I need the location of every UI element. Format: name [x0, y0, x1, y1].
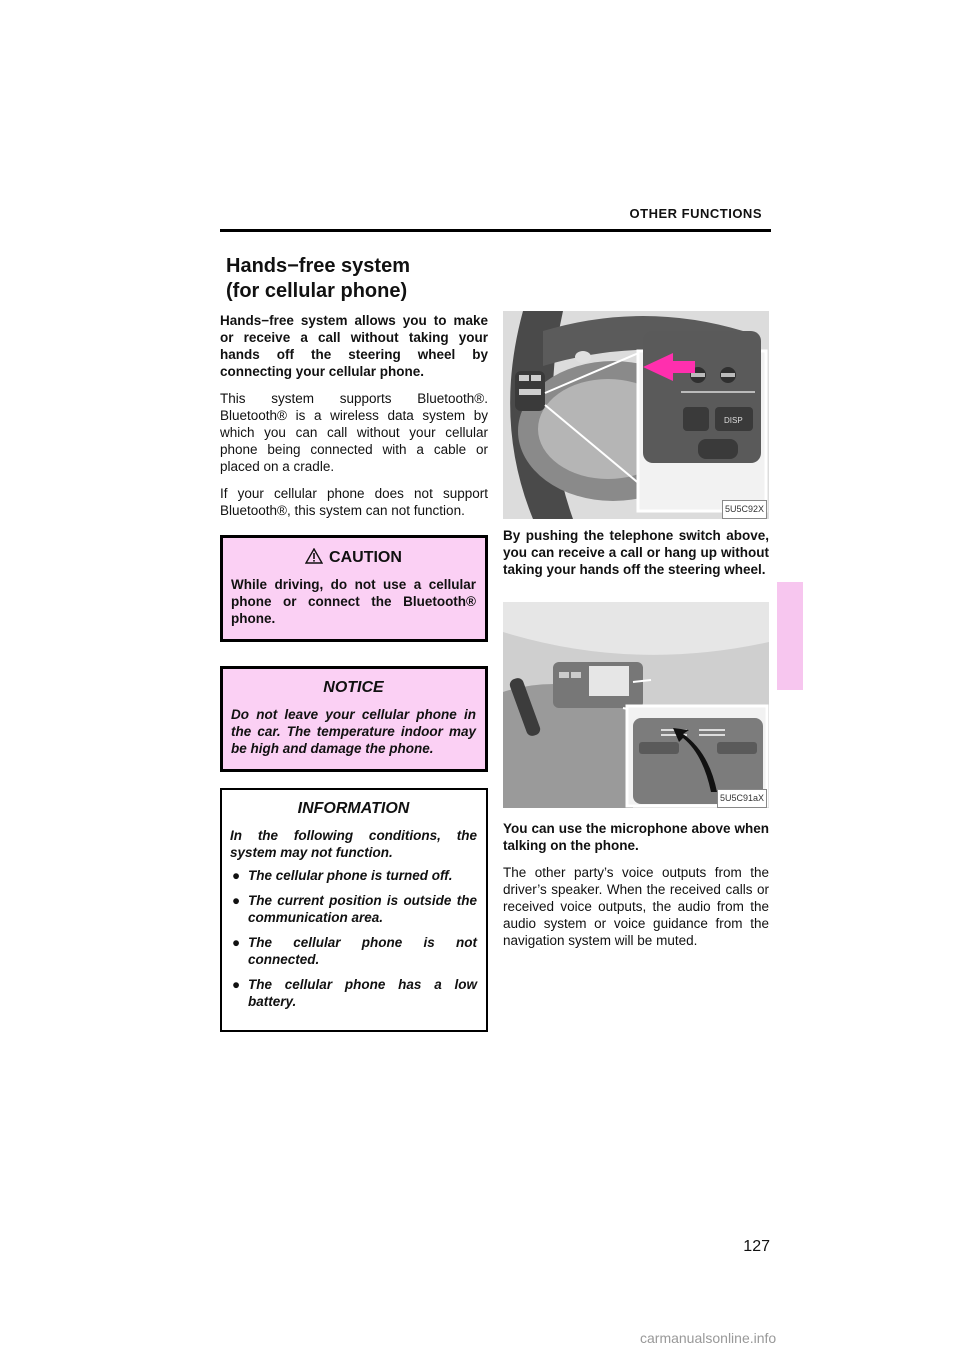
bullet-icon: ● [232, 868, 241, 883]
unsupported-paragraph: If your cellular phone does not support Bluetooth®, this system can not function. [220, 486, 488, 518]
information-title: INFORMATION [297, 800, 410, 817]
steering-wheel-illustration [503, 311, 769, 519]
notice-title: NOTICE [323, 679, 384, 696]
figure2-caption-block [503, 820, 769, 959]
page-title-line1: Hands−free system [226, 255, 410, 277]
microphone-figure-wrapper [503, 602, 769, 808]
voice-output-paragraph: The other party’s voice outputs from the driver’s speaker. When the received calls or received voice outputs, the audio from the audio system or voice guidance from the navigation system will be muted. [503, 865, 769, 948]
bluetooth-paragraph: This system supports Bluetooth®. Bluetooth® is a wireless data system by which you can call without your cellular phone being connected with a cable or placed on a cradle. [220, 391, 488, 474]
microphone-illustration [503, 602, 769, 808]
list-item: ● The cellular phone is not connected. [232, 935, 477, 967]
caution-title [231, 548, 476, 566]
header-rule [220, 229, 771, 232]
page-number: 127 [743, 1238, 770, 1255]
information-body [230, 827, 477, 1010]
bullet-icon: ● [232, 977, 241, 992]
information-list [230, 867, 477, 1010]
steering-wheel-figure [503, 311, 769, 519]
figure2-caption: You can use the microphone above when talking on the phone. [503, 821, 769, 853]
watermark: carmanualsonline.info [640, 1330, 777, 1346]
section-header: OTHER FUNCTIONS [629, 206, 762, 221]
page-title [226, 254, 410, 304]
caution-body: While driving, do not use a cellular phone or connect the Bluetooth® phone. [231, 577, 476, 626]
figure-code: 5U5C92X [722, 500, 767, 519]
information-box [220, 788, 488, 1032]
list-item: ● The cellular phone has a low battery. [232, 977, 477, 1009]
caution-box [220, 535, 488, 642]
disp-button-label: DISP [724, 416, 743, 425]
warning-icon [305, 548, 323, 564]
left-column [220, 312, 488, 1032]
microphone-figure [503, 602, 769, 808]
chapter-tab [777, 582, 803, 690]
information-intro: In the following conditions, the system may not function. [230, 828, 477, 860]
list-item: ● The current position is outside the communication area. [232, 893, 477, 925]
caution-title-text: CAUTION [329, 549, 402, 566]
page-title-line2: (for cellular phone) [226, 280, 408, 302]
figure1-caption: By pushing the telephone switch above, you can receive a call or hang up without taking your hands off the steering wheel. [503, 528, 769, 577]
notice-box [220, 666, 488, 772]
right-column [503, 311, 769, 519]
figure-code: 5U5C91aX [717, 789, 767, 808]
list-item: ● The cellular phone is turned off. [232, 868, 453, 883]
bullet-icon: ● [232, 893, 241, 908]
intro-paragraph: Hands−free system allows you to make or receive a call without taking your hands off the steering wheel by connecting your cellular phone. [220, 313, 488, 379]
notice-body: Do not leave your cellular phone in the car. The temperature indoor may be high and damage the phone. [231, 707, 476, 756]
bullet-icon: ● [232, 935, 241, 950]
